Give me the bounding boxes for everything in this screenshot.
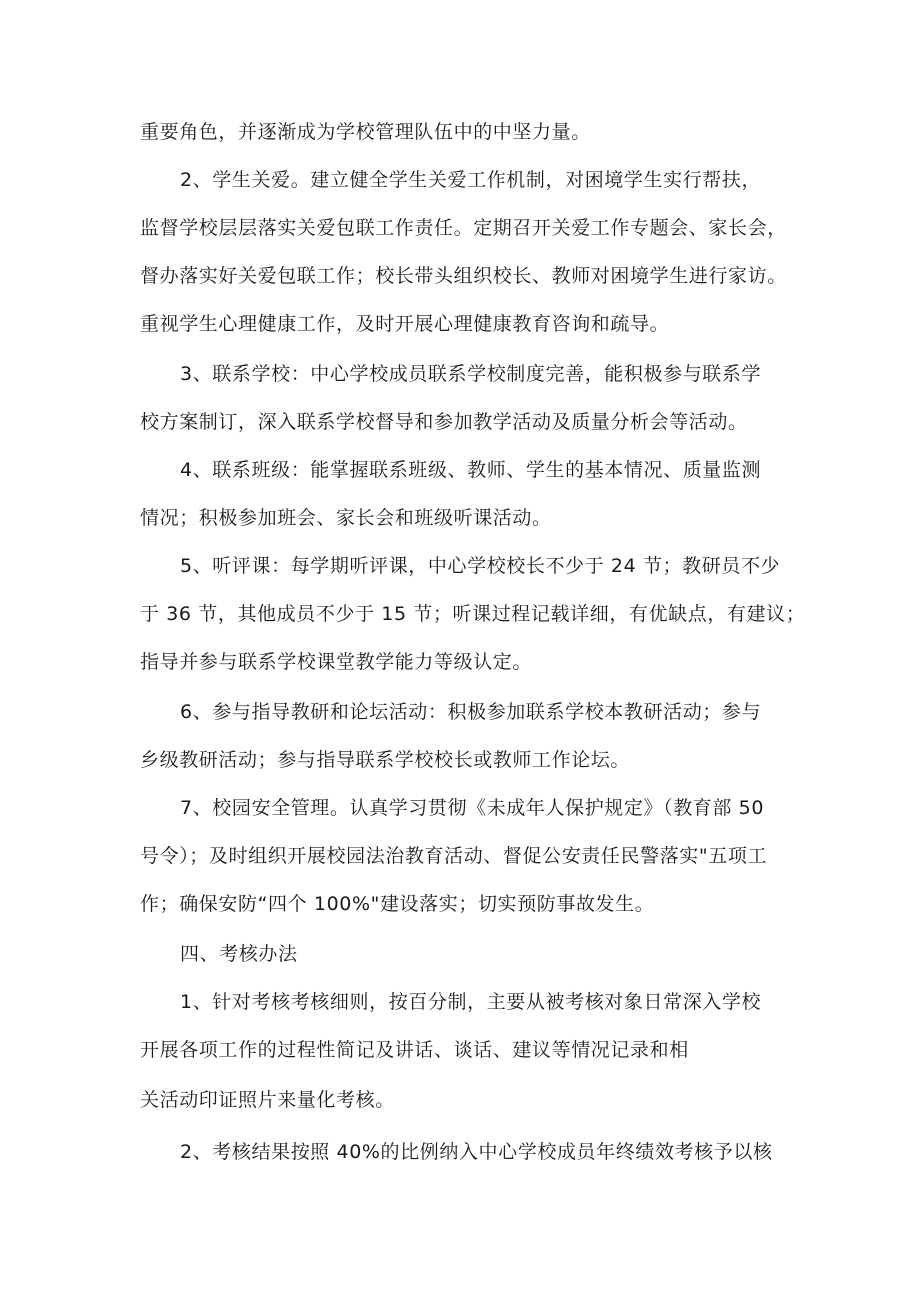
text-line: 作；确保安防“四个 100%"建设落实；切实预防事故发生。 [140,893,655,915]
text-line: 于 36 节，其他成员不少于 15 节；听课过程记载详细，有优缺点，有建议； [140,603,806,625]
text-line: 督办落实好关爱包联工作；校长带头组织校长、教师对困境学生进行家访。 [140,265,787,287]
text-line: 3、联系学校：中心学校成员联系学校制度完善，能积极参与联系学 [180,363,762,385]
text-line: 指导并参与联系学校课堂教学能力等级认定。 [140,651,533,673]
text-line: 1、针对考核考核细则，按百分制，主要从被考核对象日常深入学校 [180,991,762,1013]
text-line: 6、参与指导教研和论坛活动：积极参加联系学校本教研活动；参与 [180,701,762,723]
text-line: 情况；积极参加班会、家长会和班级听课活动。 [140,507,552,529]
text-line: 重要角色，并逐渐成为学校管理队伍中的中坚力量。 [140,121,591,143]
text-line: 5、听评课：每学期听评课，中心学校校长不少于 24 节；教研员不少 [180,555,781,577]
text-line: 2、考核结果按照 40%的比例纳入中心学校成员年终绩效考核予以核 [180,1141,773,1163]
text-line: 开展各项工作的过程性简记及讲话、谈话、建议等情况记录和相 [140,1039,689,1061]
text-line: 号令）；及时组织开展校园法治教育活动、督促公安责任民警落实"五项工 [140,845,768,867]
text-line: 4、联系班级：能掌握联系班级、教师、学生的基本情况、质量监测 [180,459,762,481]
text-line: 乡级教研活动；参与指导联系学校校长或教师工作论坛。 [140,749,631,771]
text-line: 关活动印证照片来量化考核。 [140,1089,395,1111]
text-line: 监督学校层层落实关爱包联工作责任。定期召开关爱工作专题会、家长会， [140,217,787,239]
text-line: 2、学生关爱。建立健全学生关爱工作机制，对困境学生实行帮扶， [180,169,762,191]
text-line: 重视学生心理健康工作，及时开展心理健康教育咨询和疏导。 [140,313,670,335]
section-heading: 四、考核办法 [180,943,298,965]
text-line: 校方案制订，深入联系学校督导和参加教学活动及质量分析会等活动。 [140,411,748,433]
text-line: 7、校园安全管理。认真学习贯彻《未成年人保护规定》（教育部 50 [180,797,765,819]
